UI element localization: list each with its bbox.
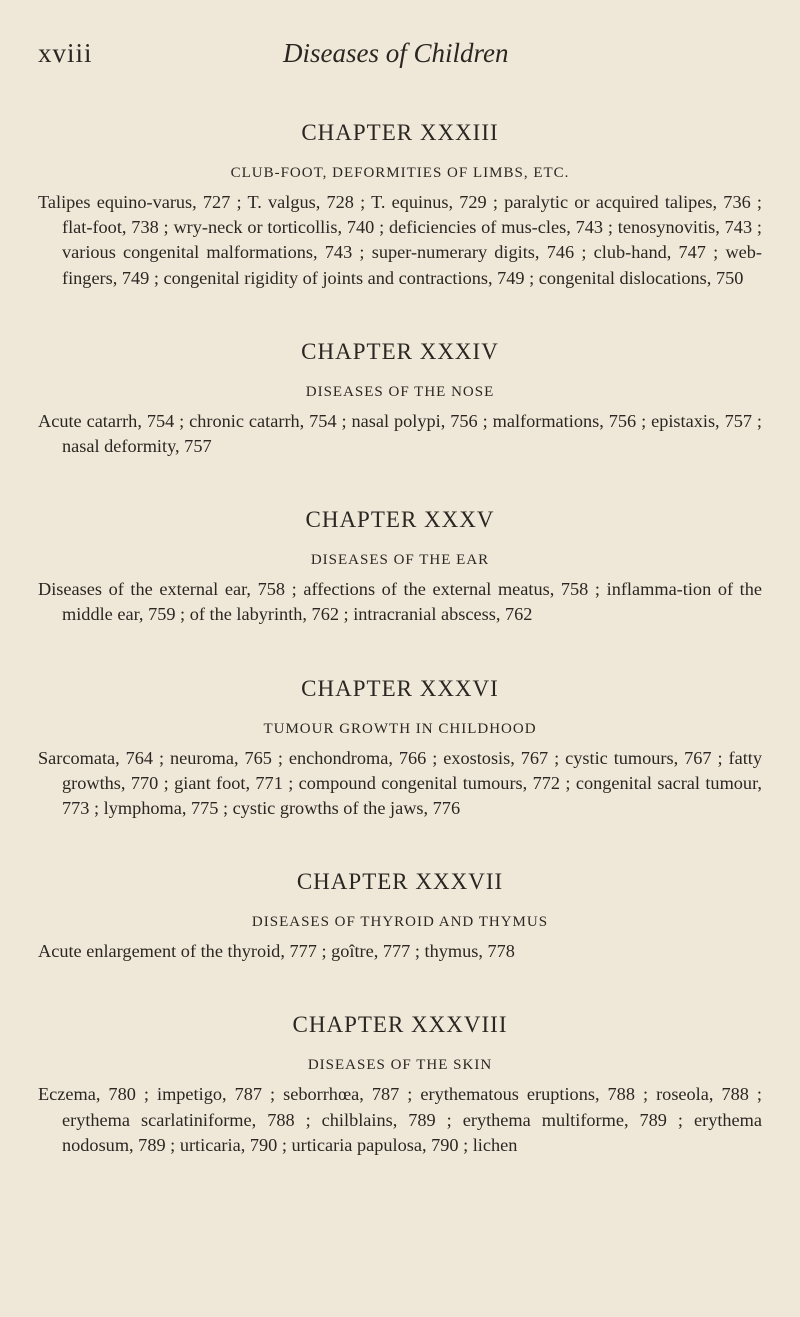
table-of-contents xyxy=(38,118,762,1158)
chapter-subheading: CLUB-FOOT, DEFORMITIES OF LIMBS, ETC. xyxy=(230,165,570,181)
chapter-contents: Acute enlargement of the thyroid, 777 ; goître, 777 ; thymus, 778 xyxy=(38,941,515,962)
chapter-subheading: DISEASES OF THE SKIN xyxy=(307,1057,493,1074)
chapter-contents: Talipes equino-varus, 727 ; T. valgus, 728 ; T. equinus, 729 ; paralytic or acquired talipes, 736 ; flat-foot, 738 ; wry-neck or torticollis, 740 ; deficiencies of mus-cles, 743 ; tenosynovitis, 743 ; various congenital malformations, 743 ; super-numerary digits, 746 ; club-hand, 747 ; web-fingers, 749 ; congenital rigidity of joints and contractions, 749 ; congenital dislocations, 750 xyxy=(38,192,762,288)
chapter-subheading: DISEASES OF THE EAR xyxy=(310,552,490,569)
chapter-heading: CHAPTER XXXIV xyxy=(301,338,499,364)
chapter-34 xyxy=(38,337,762,459)
chapter-38 xyxy=(38,1010,762,1158)
chapter-subheading: DISEASES OF THYROID AND THYMUS xyxy=(251,914,549,931)
chapter-35 xyxy=(38,505,762,627)
chapter-36 xyxy=(38,674,762,822)
chapter-contents: Acute catarrh, 754 ; chronic catarrh, 754 ; nasal polypi, 756 ; malformations, 756 ; epistaxis, 757 ; nasal deformity, 757 xyxy=(38,410,762,457)
chapter-heading: CHAPTER XXXIII xyxy=(301,120,499,145)
chapter-subheading: DISEASES OF THE NOSE xyxy=(305,383,495,400)
chapter-subheading: TUMOUR GROWTH IN CHILDHOOD xyxy=(263,720,537,737)
page-number: xviii xyxy=(38,38,93,68)
chapter-contents: Sarcomata, 764 ; neuroma, 765 ; enchondroma, 766 ; exostosis, 767 ; cystic tumours, 767 ; fatty growths, 770 ; giant foot, 771 ; compound congenital tumours, 772 ; congenital sacral tumour, 773 ; lymphoma, 775 ; cystic growths of the jaws, 776 xyxy=(38,747,762,819)
chapter-heading: CHAPTER XXXVIII xyxy=(292,1012,508,1038)
chapter-37 xyxy=(38,867,762,964)
running-head xyxy=(0,38,800,78)
chapter-heading: CHAPTER XXXVI xyxy=(301,675,499,701)
chapter-heading: CHAPTER XXXV xyxy=(305,507,495,533)
running-title: Diseases of Children xyxy=(283,38,509,68)
chapter-33 xyxy=(38,118,762,291)
chapter-heading: CHAPTER XXXVII xyxy=(296,869,504,895)
chapter-contents: Eczema, 780 ; impetigo, 787 ; seborrhœa, 787 ; erythematous eruptions, 788 ; roseola, 788 ; erythema scarlatiniforme, 788 ; chilblains, 789 ; erythema multiforme, 789 ; erythema nodosum, 789 ; urticaria, 790 ; urticaria papulosa, 790 ; lichen xyxy=(38,1084,762,1155)
chapter-contents: Diseases of the external ear, 758 ; affections of the external meatus, 758 ; inflamma-tion of the middle ear, 759 ; of the labyrinth, 762 ; intracranial abscess, 762 xyxy=(38,579,762,625)
